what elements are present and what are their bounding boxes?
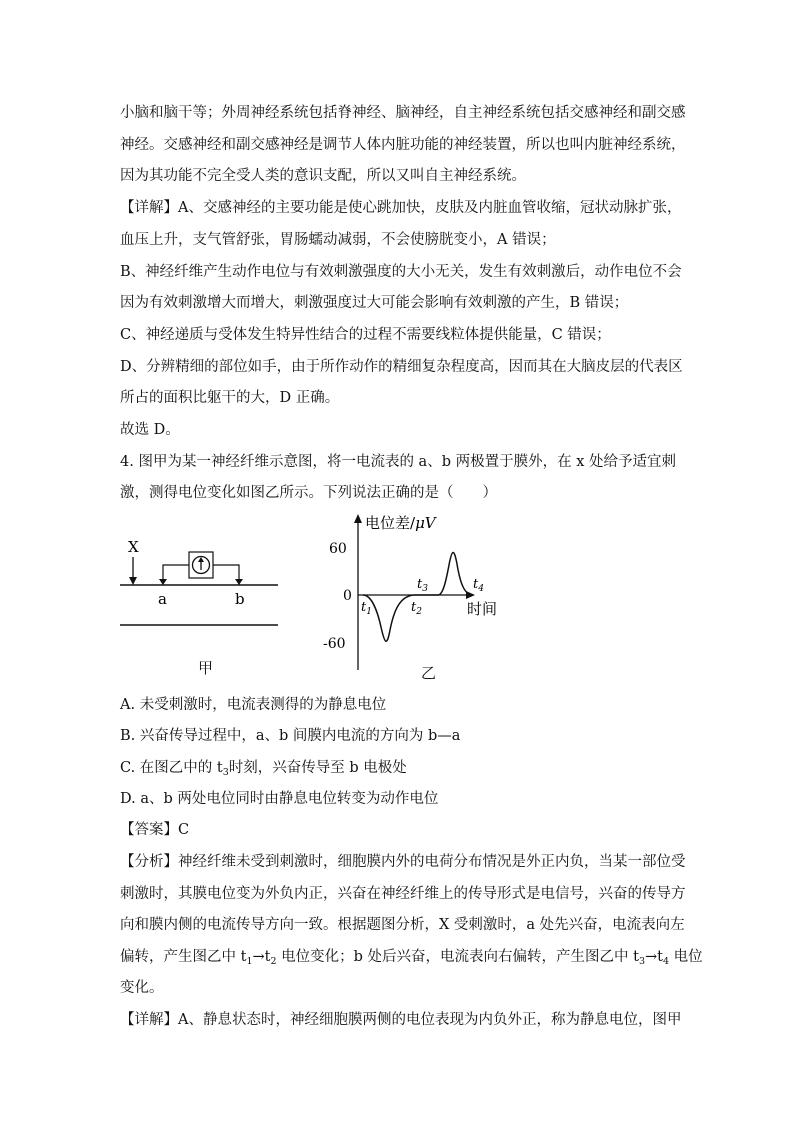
potential-chart — [315, 510, 515, 685]
series-line — [363, 552, 473, 641]
paragraph-line: 因为其功能不完全受人类的意识支配，所以又叫自主神经系统。 — [120, 168, 526, 184]
paragraph-line: 【详解】A、交感神经的主要功能是使心跳加快，皮肤及内脏血管收缩，冠状动脉扩张， — [120, 200, 682, 216]
tick-label-bottom: -60 — [323, 636, 346, 652]
answer-line: 【答案】C — [120, 822, 190, 838]
analysis-text: 电位变化；b 处后兴奋，电流表向右偏转，产生图乙中 t — [276, 949, 639, 965]
wire-b — [213, 565, 239, 585]
t1-label: $t_1$ — [361, 600, 372, 617]
analysis-line — [120, 947, 703, 972]
option-c-subscript: 3 — [222, 767, 229, 778]
paragraph-line: 小脑和脑干等；外周神经系统包括脊神经、脑神经，自主神经系统包括交感神经和副交感 — [120, 105, 686, 121]
electrode-a-tip — [159, 579, 167, 585]
question-stem: 4. 图甲为某一神经纤维示意图，将一电流表的 a、b 两极置于膜外，在 x 处给予适宜刺 — [120, 454, 676, 470]
paragraph-line: B、神经纤维产生动作电位与有效刺激强度的大小无关，发生有效刺激后，动作电位不会 — [120, 264, 682, 280]
paragraph-line: 故选 D。 — [120, 422, 180, 438]
y-axis-arrow — [354, 514, 362, 523]
subscript: 1 — [246, 956, 253, 967]
electrode-b-tip — [235, 579, 243, 585]
wire-a — [163, 565, 189, 585]
electrode-b-label: b — [235, 590, 245, 608]
paragraph-line: 因为有效刺激增大而增大，刺激强度过大可能会影响有效刺激的产生，B 错误； — [120, 295, 629, 311]
figure-yi — [315, 510, 515, 685]
t3-label: $t_3$ — [417, 577, 428, 594]
analysis-text: →t — [645, 949, 663, 965]
option-c-text-start: C. 在图乙中的 t — [120, 760, 223, 776]
figure-jia — [118, 535, 283, 680]
option-c-text-end: 时刻，兴奋传导至 b 电极处 — [228, 760, 407, 776]
analysis-line: 向和膜内侧的电流传导方向一致。根据题图分析，X 受刺激时，a 处先兴奋，电流表向左 — [120, 917, 685, 933]
analysis-line: 变化。 — [120, 980, 164, 996]
analysis-line: 【分析】神经纤维未受到刺激时，细胞膜内外的电荷分布情况是外正内负，当某一部位受 — [120, 854, 686, 870]
analysis-text: 电位 — [669, 949, 703, 965]
x-axis-title: 时间 — [467, 600, 498, 618]
paragraph-line: 血压上升，支气管舒张，胃肠蠕动减弱，不会使膀胱变小，A 错误； — [120, 232, 556, 248]
subscript: 4 — [662, 956, 670, 967]
detail-line: 【详解】A、静息状态时，神经细胞膜两侧的电位表现为内负外正，称为静息电位，图甲 — [120, 1012, 682, 1028]
question-stem: 激，测得电位变化如图乙所示。下列说法正确的是（ ） — [120, 485, 497, 501]
subscript: 2 — [270, 956, 277, 967]
analysis-text: 偏转，产生图乙中 t — [120, 949, 247, 965]
option-c[interactable] — [120, 758, 407, 783]
y-axis-title: 电位差/μV — [365, 514, 436, 532]
option-d[interactable]: D. a、b 两处电位同时由静息电位转变为动作电位 — [120, 791, 439, 807]
paragraph-line: C、神经递质与受体发生特异性结合的过程不需要线粒体提供能量，C 错误； — [120, 327, 611, 343]
tick-label-zero: 0 — [343, 588, 352, 604]
analysis-line: 刺激时，其膜电位变为外负内正，兴奋在神经纤维上的传导形式是电信号，兴奋的传导方 — [120, 886, 686, 902]
stimulus-arrowhead — [129, 577, 137, 585]
t2-label: $t_2$ — [411, 600, 422, 617]
t4-label: $t_4$ — [473, 577, 484, 594]
electrode-a-label: a — [158, 590, 167, 608]
tick-label-top: 60 — [329, 541, 347, 557]
paragraph-line: D、分辨精细的部位如手，由于所作动作的精细复杂程度高，因而其在大脑皮层的代表区 — [120, 359, 683, 375]
stimulus-label: X — [128, 538, 139, 556]
option-b[interactable]: B. 兴奋传导过程中，a、b 间膜内电流的方向为 b—a — [120, 728, 461, 744]
analysis-text: →t — [252, 949, 271, 965]
subscript: 3 — [638, 956, 645, 967]
figure-caption-yi: 乙 — [421, 664, 437, 682]
paragraph-line: 神经。交感神经和副交感神经是调节人体内脏功能的神经装置，所以也叫内脏神经系统， — [120, 137, 686, 153]
option-a[interactable]: A. 未受刺激时，电流表测得的为静息电位 — [120, 697, 387, 713]
paragraph-line: 所占的面积比躯干的大，D 正确。 — [120, 390, 340, 406]
figure-caption-jia: 甲 — [198, 659, 214, 677]
